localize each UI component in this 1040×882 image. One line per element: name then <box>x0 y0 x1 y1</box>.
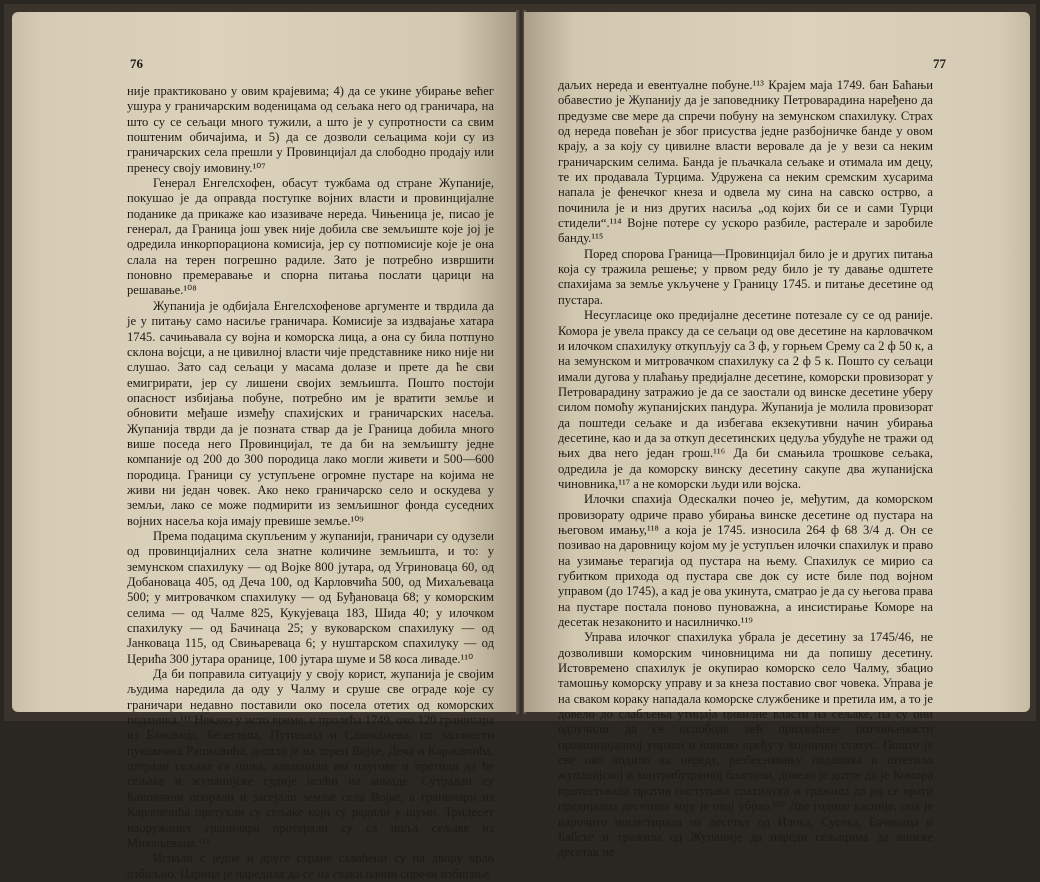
right-page <box>524 12 1030 860</box>
paragraph: Илочки спахија Одескалки почео је, међутим, да коморском провизорату одриче право убирања винске десетине од пустара на његовом имању,¹¹⁸ а која је 1745. износила 264 ф 68 3/4 д. Он се позивао на даровницу којом му је уступљен илочки спахилук и право на узимање терагија од пустара на њему. Спахилук се мирио са губитком прихода од пустара све док су исте биле под војном управом (до 1745), а кад је ова укинута, сматрао је да су његова права на пустаре постала поново пуноважна, а инсистирање Коморе на десетак незаконито и насилничко.¹¹⁹ <box>558 492 933 630</box>
paragraph: Испали с једне и друге стране схваћени су на двору врло озбиљно. Царица је наредила да се на сваки начин спречи избијање <box>127 851 494 881</box>
page-body <box>558 78 933 861</box>
paragraph: даљих нереда и евентуалне побуне.¹¹³ Крајем маја 1749. бан Баћањи обавестио је Жупанију да је заповеднику Петроварадина наређено да предузме све мере да спречи побуну на земунском спахилуку. Страх од нереда повећан је због присуства једне разбојничке банде у овом крају, а за коју су цивилне власти веровале да је у вези са неким граничарским селима. Банда је пљачкала сељаке и отимала им децу, те их продавала Турцима. Удружена са неким сремским хусарима напала је фенечког кнеза и одвела му сина на савско острво, а починила је и низ других насиља „од којих би се и сами Турци стидели“.¹¹⁴ Војне потере су ускоро разбиле, растерале и заробиле банду.¹¹⁵ <box>558 78 933 246</box>
page-number: 76 <box>130 56 143 71</box>
paragraph: није практиковано у овим крајевима; 4) да се укине убирање већег ушура у граничарским воденицама од сељака него од граничара, на што су се сељаци много тужили, а што је у супротности са свим поштеним обичајима, и 5) да се дозволи сељацима који су из граничарских села прешли у Провинцијал да слободно продају или пренесу своју имовину.¹⁰⁷ <box>127 84 494 175</box>
page-body <box>127 84 494 882</box>
paragraph: Управа илочког спахилука убрала је десетину за 1745/46, не дозволивши коморским чиновницима ни да попишу десетину. Истовремено спахилук је окупирао коморско село Чалму, збацио тамошњу коморску управу и за кнеза поставио свог човека. Управа је на сваком кораку нападала коморске службенике и претила им, а то је довело до слабљења утицаја цивилне власти на сељаке, па су они одлучили да се ослободе већ прихваћене потчињености провинцијалној управи и поново пређу у војнички статус. Пошто је све ово водило ка нереду, разбеснавању поданика и штетило жупанијској и контрибуционој благајни, довело је дотле да је Комора протестовала против поступака спахилука и тражила да јој се врати предијална десетина коју је овај убрао.¹²⁰ Две године касније, она је нарочито инсистирала на десетку од Илока, Сусека, Бачинаца и Бабске и тражила од Жупаније да нареди сељацима да винске десетак не <box>558 630 933 860</box>
page-number: 77 <box>933 56 946 71</box>
paragraph: Према подацима скупљеним у жупанији, граничари су одузели од провинцијалних села знатне количине земљишта, и то: у земунском спахилуку — од Војке 800 јутара, од Угриноваца 60, од Добановаца 405, од Деча 100, од Карловчића 500, од Михаљеваца 500; у митровачком спахилуку — од Буђановаца 68; у коморским селима — од Чалме 825, Кукујеваца 183, Шида 40; у илочком спахилуку — од Бачинаца 25; у вуковарском спахилуку — од Јанковаца 115, од Свињареваца 6; у нуштарском спахилуку — од Церића 300 јутара оранице, 100 јутара шуме и 58 коса ливаде.¹¹⁰ <box>127 528 494 666</box>
paragraph: Жупанија је одбијала Енгелсхофенове аргументе и тврдила да је у питању само насиље граничара. Комисије за издвајање хатара 1745. сачињавала су војна и коморска лица, а она су била потпуно склона војсци, а не цивилној власти чије представнике нико није ни слушао. Зато сад сељаци у масама долазе и прете да ће сви емигрирати, јер су лишени својих земљишта. Пошто постоји опасност избијања побуне, потребно им је вратити земље и обновити међаше између спахијских и граничарских насеља. Жупанија тврди да је позната ствар да је Граница добила много више поседа него Провинцијал, те да би на земљишту једне компаније од 200 до 300 породица лако могли живети и 500—600 породица. Граници су уступљене огромне пустаре на којима не живи ни један човек. Ако неко граничарско село и оскудева у земљи, лако се може подмирити из земљишног фонда суседних војних насеља која имају превише земље.¹⁰⁹ <box>127 298 494 528</box>
paragraph: Поред спорова Граница—Провинцијал било је и других питања која су тражила решење; у првом реду било је ту давање одштете спахијама за земље укључене у Границу 1745. и питање десетине од пустара. <box>558 246 933 307</box>
left-page <box>12 12 518 881</box>
paragraph: Несугласице око предијалне десетине потезале су се од раније. Комора је увела праксу да се сељаци од ове десетине на карловачком и илочком спахилуку откупљују са 3 ф, у горњем Срему са 2 ф 50 к, а на земунском и митровачком спахилуку са 2 ф 5 к. Пошто су сељаци имали дугова у плаћању предијалне десетине, коморски провизорат у Петроварадину затражио је да се заостали од винске десетине уберу силом помоћу жупанијских пандура. Жупанија је молила провизорат да поштеди сељаке и да избегава екзекутивни начин убирања десетине, као и да за откуп десетинских цедуља убудуће не тражи од њих два него један грош.¹¹⁶ Да би смањила трошкове сељака, одредила је да коморску винску десетину сакупе два жупанијска чиновника,¹¹⁷ а не коморски људи или војска. <box>558 308 933 491</box>
book-spread <box>4 4 1036 881</box>
paragraph: Генерал Енгелсхофен, обасут тужбама од стране Жупаније, покушао је да оправда поступке војних власти и провинцијалне поданике да прикаже као изазиваче нереда. Чињеница је, писао је генерал, да Граница још увек није добила све земљиште које јој је одредила инкорпорациона комисија, јер су потпомисије које је она слала на терен погрешно радиле. Зато је потребно извршити поновно премеравање и спорна питања послати царици на решавање.¹⁰⁸ <box>127 176 494 298</box>
paragraph: Да би поправила ситуацију у своју корист, жупанија је својим људима наредила да оду у Чалму и сруше све ограде које су граничари недавно поставили око посела отетих од коморских поданика.¹¹¹ Некако у исто време, с пролећа 1749, око 120 граничара из Бановаца, Белегиша, Путинаца и Сланкамена, по заповести пуковника Рашковића, дошло је на терен Војке, Деча и Карловчића, отерали сељаке са поља, запленили им плугове и претили да ће сељаке и жупанијске судије исећи на комаде. Сутрадан су Бановчани поорали и засејали земље села Војке, а граничари из Карловчића претукли су сељаке који су радили у шуми. Тридесет наоружаних граничара протерали су са поља сељаке из Михаљеваца.¹¹² <box>127 667 494 850</box>
